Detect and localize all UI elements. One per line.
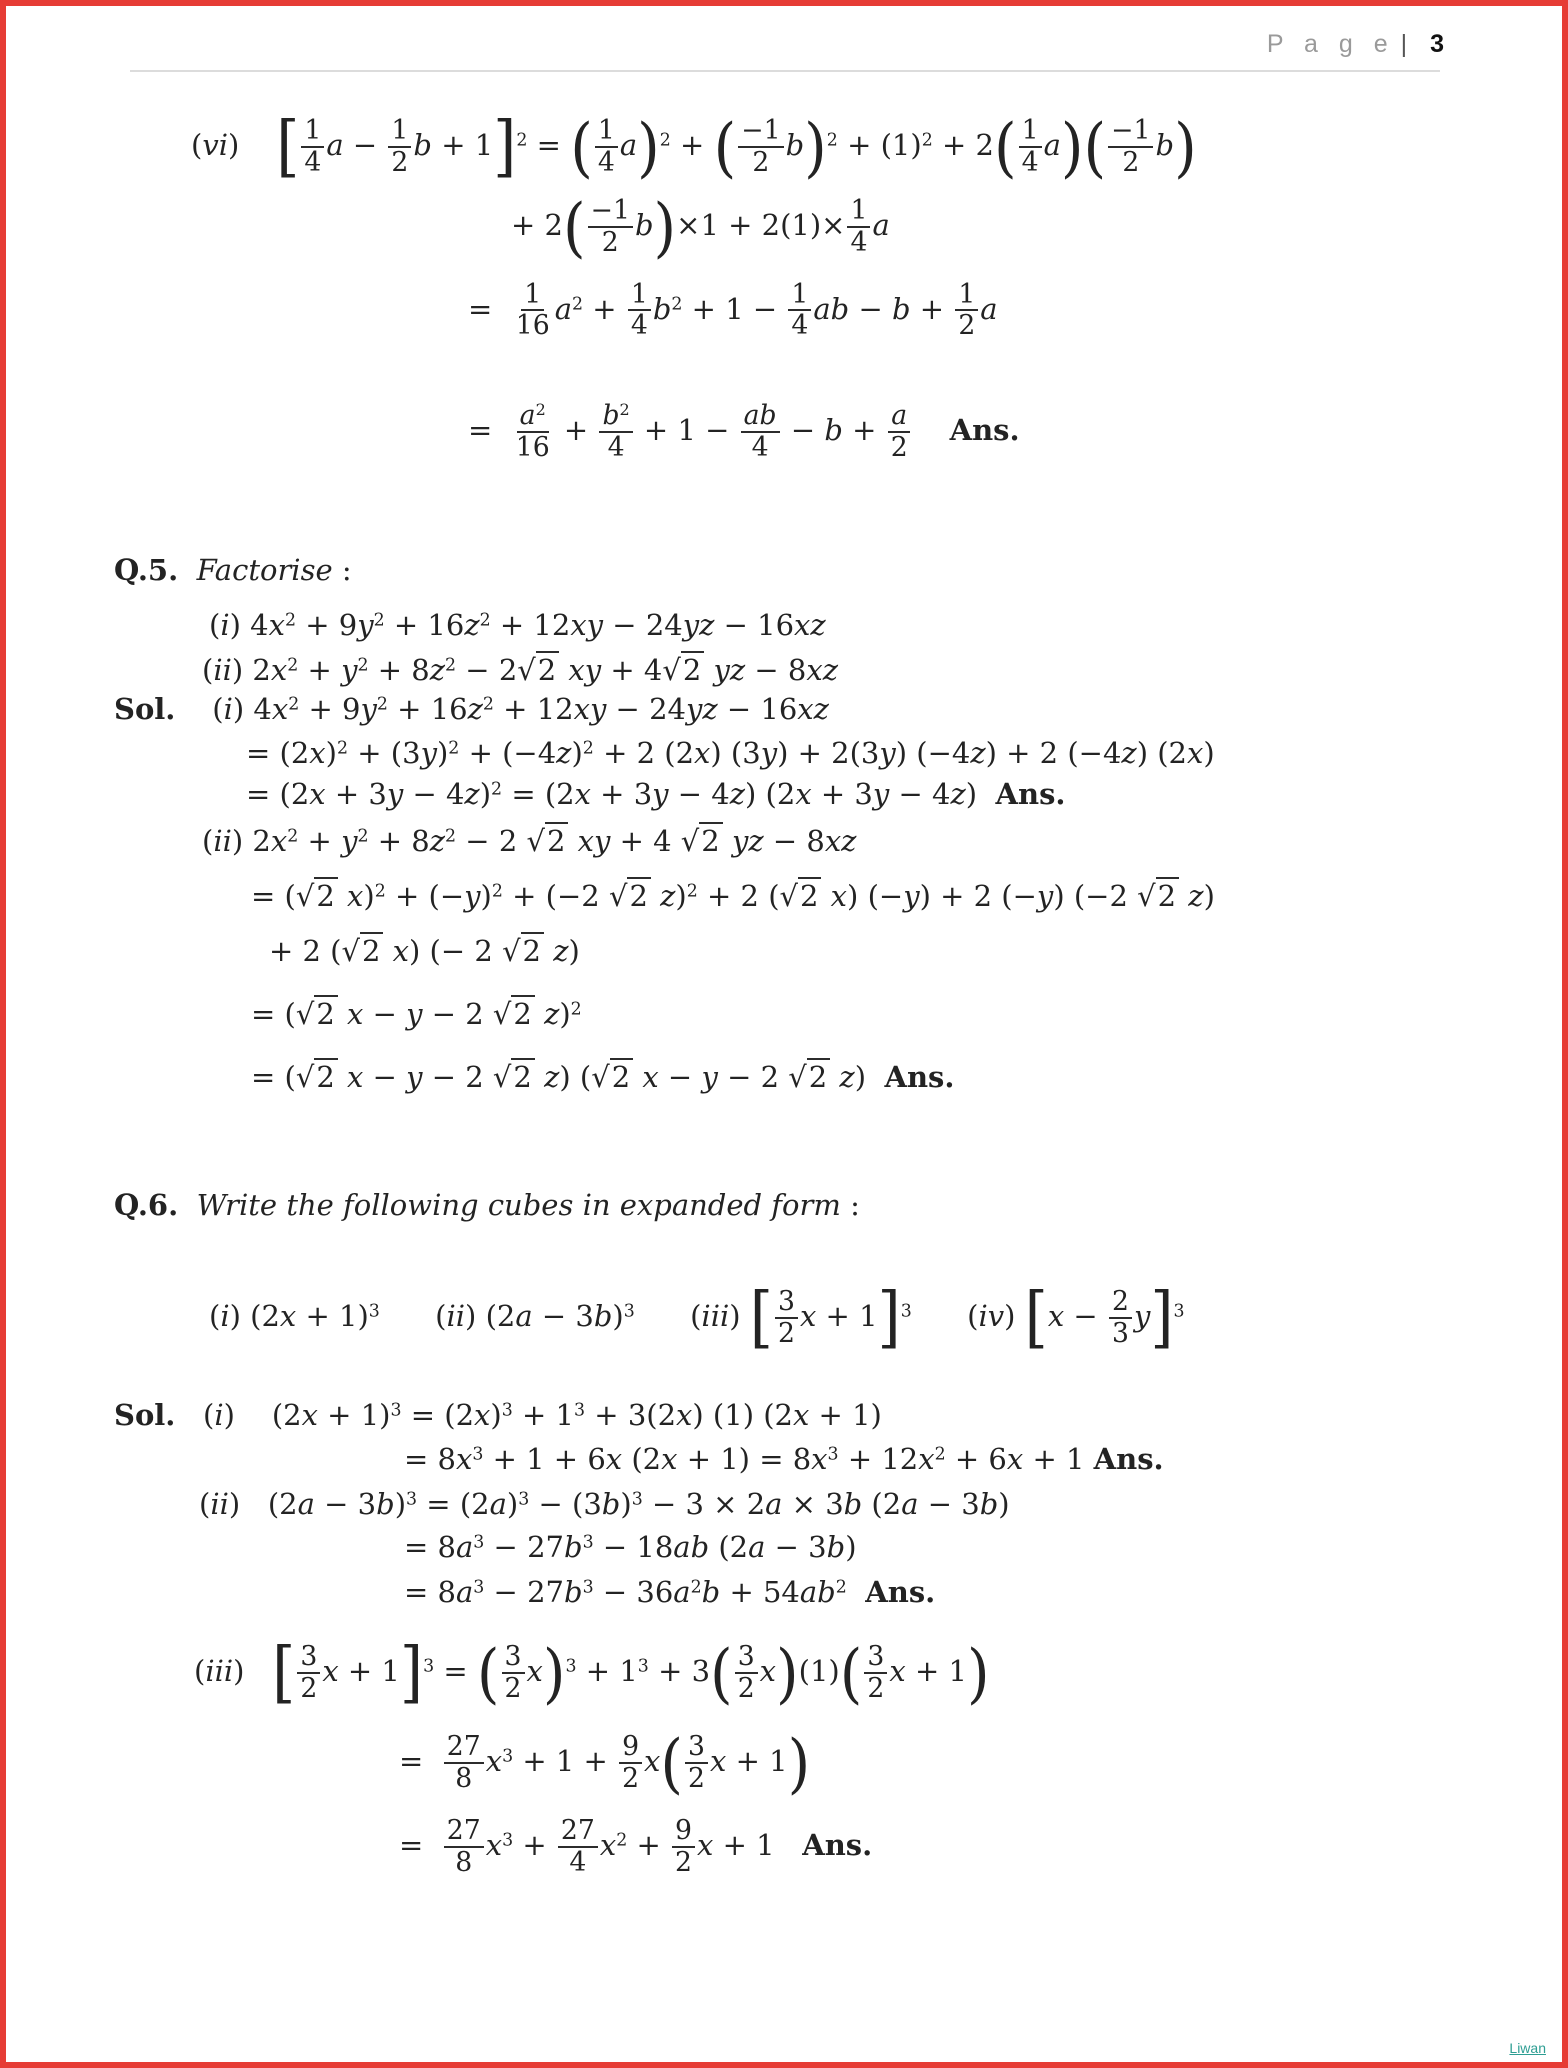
math-line: + 2( $\frac{-1}{2}$ b)×1 + 2(1)× $\frac{1}{4}$ a xyxy=(511,188,890,265)
header-rule xyxy=(130,70,1440,72)
solution-line: (ii) $(2a - 3b)^3 = (2a)^3 - (3b)^3 - 3 \times 2a \times 3b$ (2a − 3b) xyxy=(199,1486,1010,1521)
question-6-block xyxy=(6,1186,1562,1878)
question-title: Q.6. Write the following cubes in expanded form : xyxy=(114,1187,860,1222)
solution-line: = (√2 $x)^2 + (-y)^2 + (-2$ √2 z)$^2$ + 2 (√2 x) (−y) + 2 (−y) (−2 √2 z) xyxy=(251,878,1215,913)
solution-line: (iii) [ $\frac{3}{2}$ x + 1]$^3$ = ( $\frac{3}{2}$ $x)^3 + 1^3 + 3$( $\frac{3}{2}$ x)(1)( $\frac{3}{2}$ x + 1) xyxy=(194,1633,990,1712)
solution-line: + 2 (√2 x) (− 2 √2 z) xyxy=(269,934,580,969)
solution-line: (ii) $2x^2 + y^2 + 8z^2 - 2$ √2 xy + 4 √2 yz − 8xz xyxy=(202,823,857,858)
page-number: 3 xyxy=(1430,30,1444,58)
solution-line: Sol. (i) $4x^2 + 9y^2 + 16z^2 + 12xy - 24yz - 16xz$ xyxy=(114,692,829,727)
solution-line: = $\frac{27}{8}$ $x^3 + 1$ + $\frac{9}{2}$ x( $\frac{3}{2}$ x + 1) xyxy=(399,1724,811,1801)
part-vi-block xyxy=(6,107,1562,464)
solution-line: = $8a^3 - 27b^3 - 18ab$ (2a − 3b) xyxy=(404,1529,857,1564)
math-line: (vi) [ $\frac{1}{4}$ a − $\frac{1}{2}$ b + 1]$^2$ = ( $\frac{1}{4}$ a)$^2$ + ( $\frac{-1}{2}$ $b)^2 + (1)^2 + 2$( $\frac{1}{4}$ a)( $\frac{-1}{2}$ b) xyxy=(191,107,1197,185)
question-title: Q.5. Factorise : xyxy=(114,553,352,587)
solution-line: = $\frac{27}{8}$ $x^3$ + $\frac{27}{4}$ $x^2$ + $\frac{9}{2}$ x + 1 Ans. xyxy=(399,1814,873,1878)
watermark-link[interactable]: Liwan xyxy=(1509,2040,1546,2056)
math-line: (i) $4x^2 + 9y^2 + 16z^2 + 12xy - 24yz - 16xz$ xyxy=(209,608,826,643)
math-line: = $\frac{a^2}{16}$ + $\frac{b^2}{4}$ + 1 − $\frac{ab}{4}$ − b + $\frac{a}{2}$ Ans. xyxy=(468,400,1020,464)
page-header xyxy=(1267,30,1444,59)
solution-line: = (√2 x − y − 2 √2 z)$^2$ xyxy=(251,997,582,1032)
solution-line: = $8a^3 - 27b^3 - 36a^2b + 54ab^2$ Ans. xyxy=(404,1575,936,1609)
solution-line: = $8x^3 + 1 + 6x$ $(2x + 1) = 8x^3 + 12x^2 + 6x + 1$ Ans. xyxy=(404,1441,1164,1476)
solution-line: = (√2 x − y − 2 √2 z) (√2 x − y − 2 √2 z) Ans. xyxy=(251,1060,955,1095)
solution-line: = $(2x + 3y - 4z)^2 = (2x + 3y - 4z)$ (2x + 3y − 4z) Ans. xyxy=(246,776,1066,811)
solution-line: = $(2x)^2 + (3y)^2 + (-4z)^2 + 2$ (2x) (3y) + 2(3y) (−4z) + 2 (−4z) (2x) xyxy=(246,735,1215,770)
page-separator: | xyxy=(1400,30,1415,58)
question-5-block xyxy=(6,551,1562,1098)
solution-line: Sol. (i) $(2x + 1)^3 = (2x)^3 + 1^3 + 3(2x)$ (1) (2x + 1) xyxy=(114,1398,882,1433)
math-line: (i) $(2x + 1)^3$ (ii) $(2a - 3b)^3$ (iii) [ $\frac{3}{2}$ x + 1]$^3$ (iv) [x − $\frac{2}{3}$ y]$^3$ xyxy=(209,1278,1185,1356)
page-label: P a g e xyxy=(1266,30,1395,58)
math-line: (ii) $2x^2 + y^2 + 8z^2 - 2√2$ xy + 4√2 yz − 8xz xyxy=(202,653,839,688)
math-line: = $\frac{1}{16}$ $a^2$ + $\frac{1}{4}$ $b^2 + 1$ − $\frac{1}{4}$ ab − b + $\frac{1}{2}$ a xyxy=(468,278,998,342)
page-content xyxy=(6,76,1562,1877)
